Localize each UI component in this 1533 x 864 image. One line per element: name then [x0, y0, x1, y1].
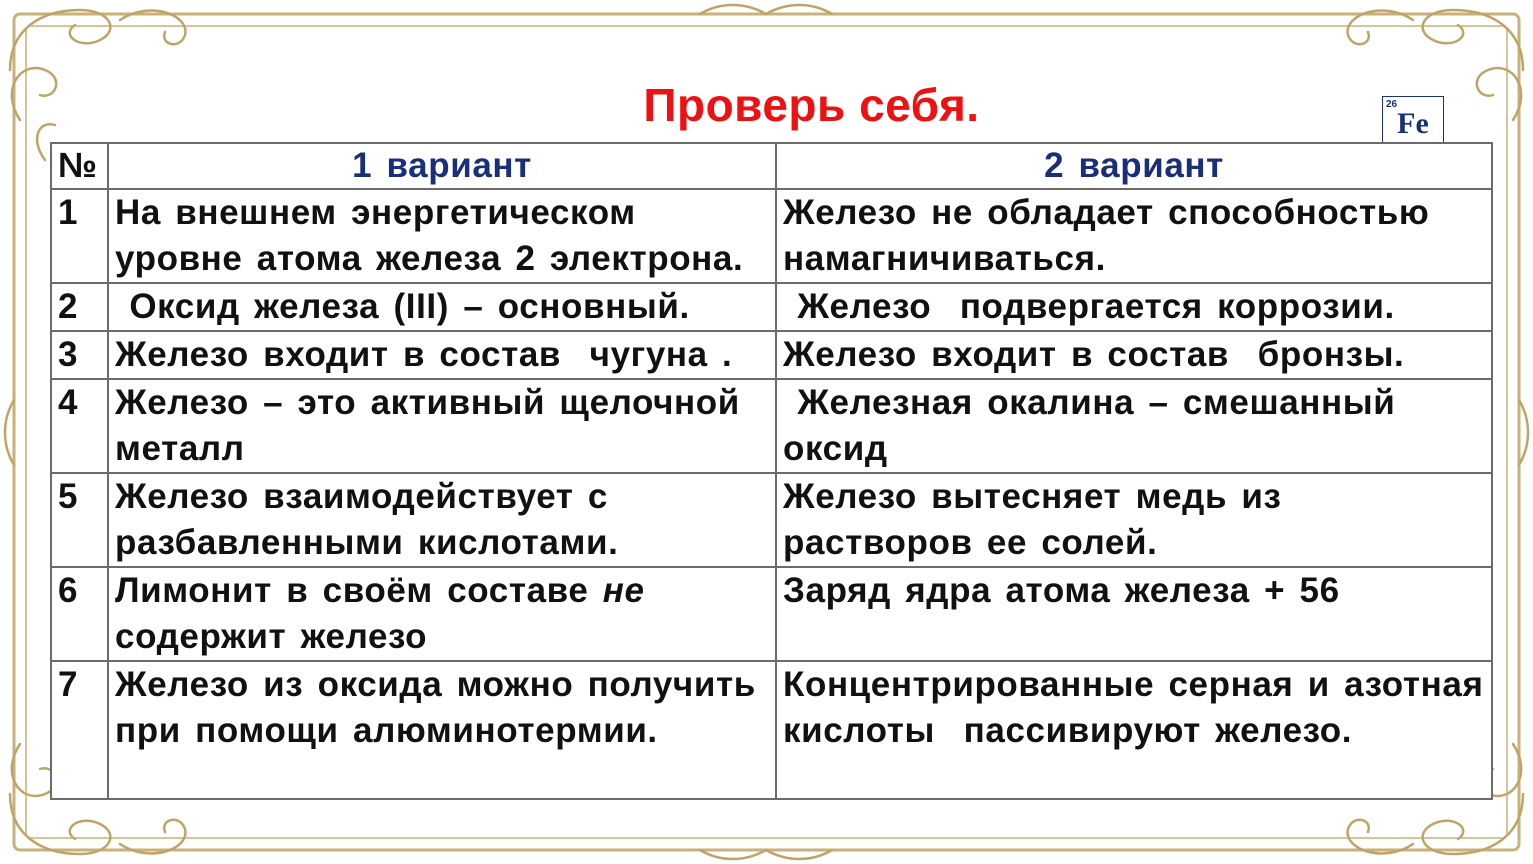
quiz-table [50, 142, 1498, 800]
table-row [51, 379, 1492, 473]
variant-1-statement: Железо – это активный щелочной металл [108, 379, 776, 473]
row-number: 2 [51, 283, 108, 331]
atomic-number: 26 [1386, 99, 1398, 110]
element-symbol: Fe [1397, 107, 1429, 140]
statement-text: содержит железо [115, 571, 659, 656]
variant-1-statement: Оксид железа (III) – основный. [108, 283, 776, 331]
row-number: 4 [51, 379, 108, 473]
table-row [51, 473, 1492, 567]
row-number: 7 [51, 661, 108, 799]
header-variant-1: 1 вариант [108, 143, 776, 189]
variant-1-statement: Железо взаимодействует с разбавленными кислотами. [108, 473, 776, 567]
header-number: № [51, 143, 108, 189]
row-number: 5 [51, 473, 108, 567]
row-number: 1 [51, 189, 108, 283]
table-row [51, 661, 1492, 799]
negation-emphasis: не [602, 571, 645, 610]
variant-2-statement: Концентрированные серная и азотная кислоты пассивируют железо. [776, 661, 1492, 799]
variant-1-statement: На внешнем энергетическом уровне атома железа 2 электрона. [108, 189, 776, 283]
variant-2-statement: Железная окалина – смешанный оксид [776, 379, 1492, 473]
table-row [51, 283, 1492, 331]
variant-1-statement: Железо из оксида можно получить при помощи алюминотермии. [108, 661, 776, 799]
page-title: Проверь себя. [643, 79, 980, 131]
row-number: 3 [51, 331, 108, 379]
variant-2-statement: Железо входит в состав бронзы. [776, 331, 1492, 379]
variant-2-statement: Железо не обладает способностью намагничиваться. [776, 189, 1492, 283]
variant-2-statement: Железо вытесняет медь из растворов ее солей. [776, 473, 1492, 567]
variant-2-statement: Железо подвергается коррозии. [776, 283, 1492, 331]
statement-text: Лимонит в своём составе [115, 571, 603, 610]
table-row [51, 567, 1492, 661]
variant-2-statement: Заряд ядра атома железа + 56 [776, 567, 1492, 661]
table-row [51, 331, 1492, 379]
row-number: 6 [51, 567, 108, 661]
table-header-row [51, 143, 1492, 189]
header-variant-2: 2 вариант [776, 143, 1492, 189]
table-row [51, 189, 1492, 283]
variant-1-statement [108, 567, 776, 661]
variant-1-statement: Железо входит в состав чугуна . [108, 331, 776, 379]
